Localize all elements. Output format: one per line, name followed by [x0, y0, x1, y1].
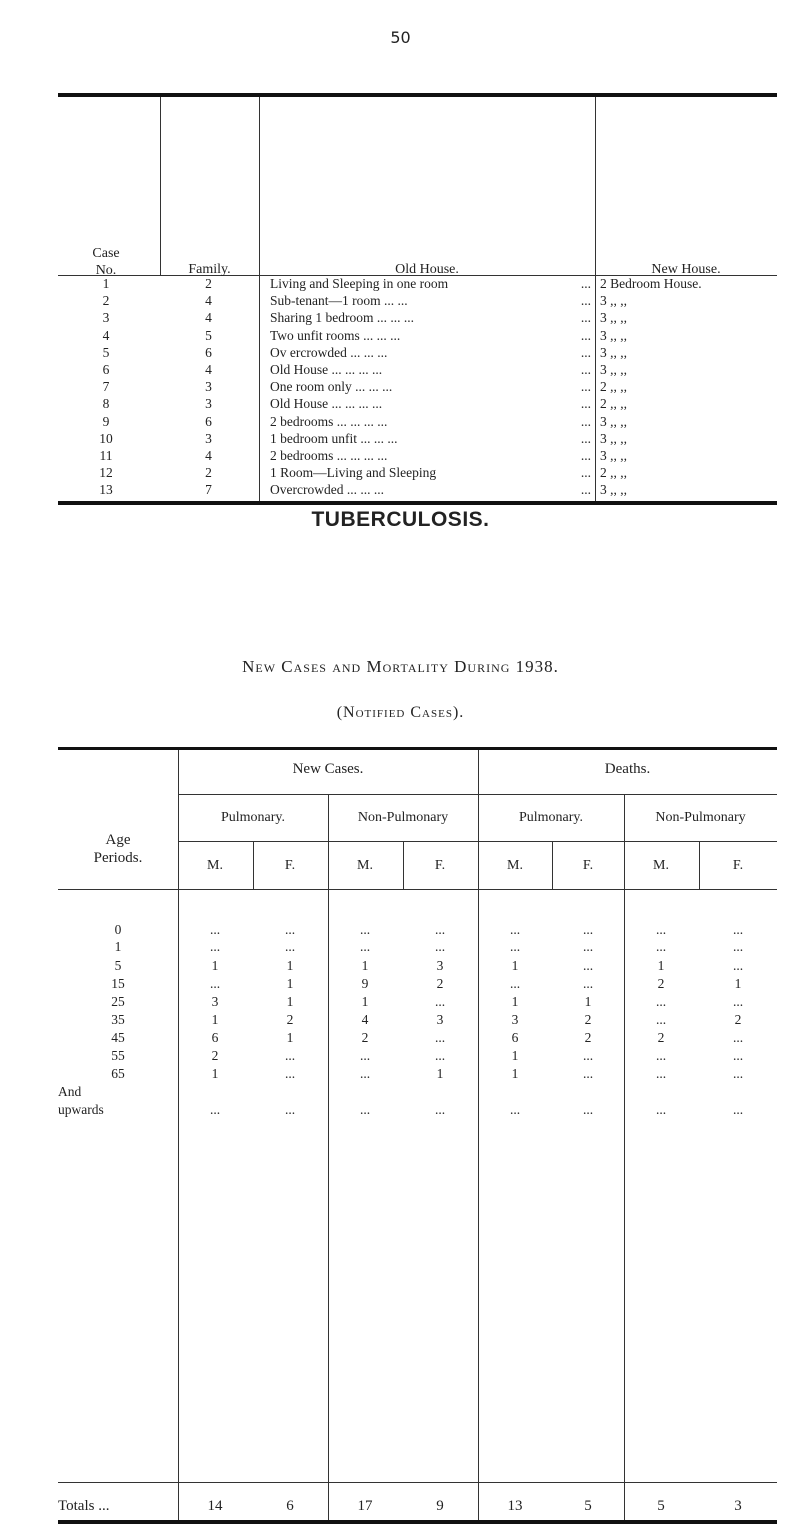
- tb-cell: ...: [209, 1102, 221, 1117]
- housing-row: [58, 310, 777, 327]
- header-new-house: New House.: [651, 262, 721, 277]
- tb-cell: 3: [511, 1012, 519, 1027]
- leader-dots: ...: [580, 293, 591, 309]
- old-house-description: 1 Room—Living and Sleeping: [270, 465, 437, 481]
- tb-cell: ...: [732, 1030, 744, 1045]
- tb-cell: 2: [584, 1030, 592, 1045]
- tb-table-row: [58, 1084, 777, 1100]
- tb-cell: 2: [584, 1012, 592, 1027]
- new-house-description: 3 ,, ,,: [600, 327, 627, 343]
- tb-cell: 1: [657, 958, 665, 973]
- age-period: 35: [111, 1012, 125, 1027]
- family-size: 3: [205, 379, 212, 395]
- leader-dots: ...: [580, 448, 591, 463]
- tb-cell: 1: [361, 958, 369, 973]
- tb-cell: ...: [509, 1102, 521, 1117]
- tb-cell: ...: [209, 922, 221, 937]
- old-house-description: Old House ... ... ... ...: [270, 362, 383, 377]
- family-size: 7: [205, 482, 212, 498]
- housing-row: [58, 345, 777, 362]
- tb-cell: ...: [582, 939, 594, 954]
- age-period: upwards: [58, 1102, 104, 1117]
- header-new-non-pulmonary: Non-Pulmonary: [357, 810, 449, 825]
- header-family: Family.: [188, 262, 231, 277]
- old-house-description: Old House ... ... ... ...: [270, 396, 383, 412]
- tuberculosis-table: [58, 747, 777, 1524]
- tb-cell: 1: [211, 1066, 219, 1081]
- age-period: 1: [114, 939, 122, 954]
- tb-cell: ...: [434, 939, 446, 954]
- total-cell: 5: [657, 1498, 665, 1514]
- tb-table-row: [58, 1102, 777, 1118]
- header-age-periods: Age Periods.: [93, 832, 143, 866]
- tb-cell: ...: [582, 922, 594, 937]
- leader-dots: ...: [580, 344, 591, 360]
- tb-cell: ...: [655, 922, 667, 937]
- tuberculosis-title: TUBERCULOSIS.: [311, 508, 490, 531]
- tb-cell: ...: [434, 1102, 446, 1117]
- old-house-description: Two unfit rooms ... ... ...: [270, 327, 401, 343]
- header-case-no: Case No.: [92, 246, 120, 278]
- leader-dots: ...: [580, 413, 591, 429]
- tb-cell: 1: [511, 994, 519, 1009]
- header-new-cases: New Cases.: [292, 761, 364, 777]
- tb-table-row: [58, 1012, 777, 1028]
- case-number: 9: [102, 413, 110, 429]
- case-number: 7: [102, 379, 110, 395]
- housing-row: [58, 362, 777, 379]
- new-house-description: 2 Bedroom House.: [600, 276, 702, 291]
- header-sex-3: F.: [434, 858, 446, 873]
- tb-cell: 2: [286, 1012, 294, 1027]
- tb-cell: 1: [286, 958, 294, 973]
- housing-table-header: [58, 97, 777, 276]
- case-number: 3: [102, 310, 110, 326]
- total-cell: 6: [286, 1498, 294, 1514]
- tb-cell: ...: [434, 994, 446, 1009]
- old-house-description: Ov ercrowded ... ... ...: [270, 344, 388, 360]
- tb-cell: 1: [211, 958, 219, 973]
- total-cell: 17: [357, 1498, 373, 1514]
- tb-cell: 2: [657, 976, 665, 991]
- tb-cell: 1: [211, 1012, 219, 1027]
- tb-table-row: [58, 976, 777, 992]
- tb-cell: 9: [361, 976, 369, 991]
- tb-cell: ...: [655, 994, 667, 1009]
- tb-cell: ...: [284, 1102, 296, 1117]
- tb-cell: 2: [361, 1030, 369, 1045]
- old-house-description: Sharing 1 bedroom ... ... ...: [270, 310, 414, 326]
- housing-row: [58, 328, 777, 345]
- age-period: 65: [111, 1066, 125, 1081]
- tb-cell: 1: [436, 1066, 444, 1081]
- case-number: 1: [102, 276, 110, 291]
- housing-row: [58, 448, 777, 465]
- leader-dots: ...: [580, 396, 591, 412]
- tb-cell: 2: [734, 1012, 742, 1027]
- page-number: 50: [390, 28, 411, 47]
- tb-cell: ...: [732, 939, 744, 954]
- tuberculosis-subtitle-notified: (Notified Cases).: [336, 704, 465, 721]
- tb-cell: 2: [211, 1048, 219, 1063]
- family-size: 2: [205, 465, 212, 481]
- new-house-description: 2 ,, ,,: [600, 396, 627, 412]
- age-period: 15: [111, 976, 125, 991]
- tb-cell: ...: [732, 922, 744, 937]
- tb-cell: ...: [655, 1012, 667, 1027]
- tb-cell: ...: [434, 922, 446, 937]
- new-house-description: 3 ,, ,,: [600, 413, 627, 429]
- new-house-description: 3 ,, ,,: [600, 362, 627, 377]
- case-number: 5: [102, 344, 110, 360]
- tb-cell: ...: [732, 1066, 744, 1081]
- header-sex-1: F.: [284, 858, 296, 873]
- leader-dots: ...: [580, 482, 591, 498]
- tb-cell: 2: [657, 1030, 665, 1045]
- family-size: 2: [205, 276, 212, 291]
- new-house-description: 3 ,, ,,: [600, 293, 627, 309]
- case-number: 10: [99, 430, 113, 446]
- new-house-description: 2 ,, ,,: [600, 465, 627, 481]
- new-house-description: 3 ,, ,,: [600, 482, 627, 498]
- header-new-pulmonary: Pulmonary.: [220, 810, 286, 825]
- tb-cell: 3: [436, 1012, 444, 1027]
- age-period: 0: [114, 922, 122, 937]
- tb-cell: ...: [582, 958, 594, 973]
- header-sex-7: F.: [732, 858, 744, 873]
- tb-cell: ...: [359, 1048, 371, 1063]
- old-house-description: Overcrowded ... ... ...: [270, 482, 384, 498]
- tb-table-row: [58, 922, 777, 938]
- old-house-description: One room only ... ... ...: [270, 379, 393, 395]
- tb-cell: 1: [734, 976, 742, 991]
- case-number: 2: [102, 293, 110, 309]
- tb-table-row: [58, 994, 777, 1010]
- old-house-description: 1 bedroom unfit ... ... ...: [270, 430, 398, 446]
- age-period: 25: [111, 994, 125, 1009]
- total-cell: 9: [436, 1498, 444, 1514]
- tb-cell: ...: [359, 1066, 371, 1081]
- housing-row: [58, 276, 777, 293]
- tb-cell: ...: [284, 1066, 296, 1081]
- tb-totals-row: [58, 1498, 777, 1514]
- tb-table-bottom-rule: [58, 1520, 777, 1524]
- tb-cell: 1: [361, 994, 369, 1009]
- tb-cell: 3: [211, 994, 219, 1009]
- header-old-house: Old House.: [395, 262, 459, 277]
- new-house-description: 3 ,, ,,: [600, 448, 627, 463]
- tb-table-row: [58, 958, 777, 974]
- header-sex-2: M.: [357, 858, 373, 873]
- tb-cell: 1: [286, 1030, 294, 1045]
- header-deaths: Deaths.: [604, 761, 651, 777]
- housing-row: [58, 396, 777, 413]
- old-house-description: Living and Sleeping in one room: [270, 276, 449, 291]
- tb-table-row: [58, 939, 777, 955]
- tb-cell: ...: [732, 1102, 744, 1117]
- family-size: 4: [205, 293, 212, 309]
- housing-row: [58, 482, 777, 499]
- housing-row: [58, 379, 777, 396]
- tb-cell: ...: [509, 976, 521, 991]
- tb-cell: 1: [511, 1048, 519, 1063]
- housing-table-bottom-rule: [58, 501, 777, 505]
- leader-dots: ...: [580, 379, 591, 395]
- header-sex-0: M.: [207, 858, 223, 873]
- leader-dots: ...: [580, 430, 591, 446]
- tb-cell: ...: [732, 1048, 744, 1063]
- tb-cell: 1: [286, 994, 294, 1009]
- age-period: 45: [111, 1030, 125, 1045]
- family-size: 4: [205, 362, 212, 377]
- new-house-description: 3 ,, ,,: [600, 430, 627, 446]
- case-number: 11: [99, 448, 113, 463]
- family-size: 6: [205, 344, 212, 360]
- case-number: 6: [102, 362, 110, 377]
- tuberculosis-subtitle: New Cases and Mortality During 1938.: [242, 657, 559, 676]
- family-size: 4: [205, 448, 212, 463]
- old-house-description: 2 bedrooms ... ... ... ...: [270, 413, 388, 429]
- family-size: 4: [205, 310, 212, 326]
- tb-cell: ...: [434, 1048, 446, 1063]
- tb-cell: ...: [434, 1030, 446, 1045]
- tb-cell: 6: [211, 1030, 219, 1045]
- old-house-description: 2 bedrooms ... ... ... ...: [270, 448, 388, 463]
- header-sex-5: F.: [582, 858, 594, 873]
- tb-cell: ...: [359, 939, 371, 954]
- tb-cell: ...: [509, 939, 521, 954]
- header-sex-6: M.: [653, 858, 669, 873]
- tb-cell: ...: [732, 958, 744, 973]
- tb-cell: ...: [582, 976, 594, 991]
- housing-table: [58, 93, 777, 505]
- tb-cell: 1: [511, 958, 519, 973]
- tb-cell: ...: [732, 994, 744, 1009]
- tb-cell: ...: [582, 1066, 594, 1081]
- tb-cell: ...: [284, 922, 296, 937]
- total-cell: 5: [584, 1498, 592, 1514]
- tb-cell: 1: [584, 994, 592, 1009]
- family-size: 3: [205, 396, 212, 412]
- leader-dots: ...: [580, 465, 591, 481]
- total-cell: 14: [207, 1498, 223, 1514]
- header-deaths-non-pulmonary: Non-Pulmonary: [655, 810, 746, 825]
- leader-dots: ...: [580, 327, 591, 343]
- tb-cell: ...: [509, 922, 521, 937]
- age-period: 55: [111, 1048, 125, 1063]
- housing-row: [58, 431, 777, 448]
- leader-dots: ...: [580, 310, 591, 326]
- housing-row: [58, 465, 777, 482]
- housing-row: [58, 414, 777, 431]
- case-number: 12: [99, 465, 113, 481]
- new-house-description: 3 ,, ,,: [600, 344, 627, 360]
- tb-cell: ...: [655, 939, 667, 954]
- tb-cell: 6: [511, 1030, 519, 1045]
- housing-row: [58, 293, 777, 310]
- leader-dots: ...: [580, 276, 591, 291]
- new-house-description: 3 ,, ,,: [600, 310, 627, 326]
- tb-cell: 4: [361, 1012, 369, 1027]
- tb-table-row: [58, 1048, 777, 1064]
- tb-cell: ...: [582, 1048, 594, 1063]
- age-period: 5: [114, 958, 122, 973]
- tb-cell: 1: [511, 1066, 519, 1081]
- housing-table-body: [58, 276, 777, 501]
- header-deaths-pulmonary: Pulmonary.: [518, 810, 584, 825]
- case-number: 13: [99, 482, 113, 498]
- tb-cell: ...: [655, 1066, 667, 1081]
- tb-cell: ...: [209, 939, 221, 954]
- age-period: And: [58, 1084, 82, 1099]
- family-size: 6: [205, 413, 212, 429]
- tb-cell: ...: [209, 976, 221, 991]
- case-number: 4: [102, 327, 110, 343]
- totals-label: Totals ...: [58, 1498, 110, 1514]
- old-house-description: Sub-tenant—1 room ... ...: [270, 293, 408, 309]
- tb-cell: ...: [284, 939, 296, 954]
- tb-table-row: [58, 1066, 777, 1082]
- leader-dots: ...: [580, 362, 591, 377]
- tb-cell: ...: [582, 1102, 594, 1117]
- tb-cell: 2: [436, 976, 444, 991]
- case-number: 8: [102, 396, 110, 412]
- family-size: 5: [205, 327, 212, 343]
- header-sex-4: M.: [507, 858, 523, 873]
- tb-cell: ...: [655, 1048, 667, 1063]
- tb-cell: ...: [284, 1048, 296, 1063]
- tb-cell: 3: [436, 958, 444, 973]
- new-house-description: 2 ,, ,,: [600, 379, 627, 395]
- tb-table-row: [58, 1030, 777, 1046]
- family-size: 3: [205, 430, 212, 446]
- tb-table-top-rule: [58, 747, 777, 750]
- tb-cell: ...: [359, 1102, 371, 1117]
- total-cell: 13: [507, 1498, 523, 1514]
- tb-cell: ...: [655, 1102, 667, 1117]
- tb-cell: 1: [286, 976, 294, 991]
- total-cell: 3: [734, 1498, 742, 1514]
- tb-cell: ...: [359, 922, 371, 937]
